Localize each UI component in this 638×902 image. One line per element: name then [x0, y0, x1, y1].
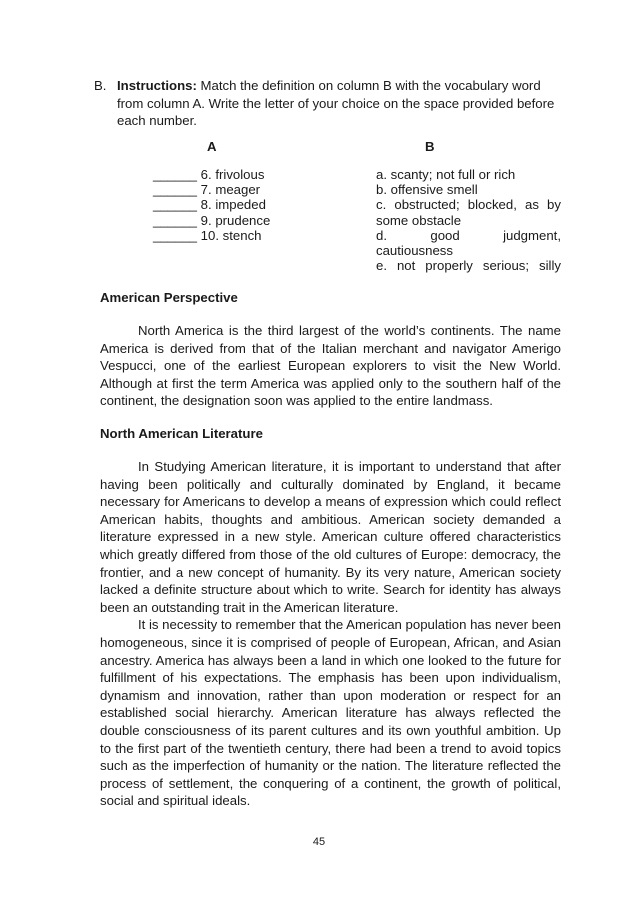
- definition-item: d. good judgment, cautiousness: [376, 227, 561, 259]
- section-heading-american-perspective: American Perspective: [100, 290, 238, 305]
- instructions-label: Instructions:: [117, 78, 197, 93]
- definition-item: e. not properly serious; silly: [376, 258, 561, 274]
- vocabulary-list: [153, 167, 270, 243]
- vocab-item: ______ 10. stench: [153, 227, 262, 243]
- paragraph: North America is the third largest of the world’s continents. The name America is derived from that of the Italian merchant and navigator Amerigo Vespucci, one of the earliest European explorers to visit the New World. Although at first the term America was applied only to the southern half of the continent, the designation soon was applied to the entire landmass.: [100, 323, 561, 409]
- page-number: 45: [312, 836, 326, 848]
- paragraph: It is necessity to remember that the American population has never been homogeneous, since it is comprised of people of European, African, and Asian ancestry. America has always been a land in which one looked to the future for fulfillment of his expectations. The emphasis has been upon individualism, dynamism and innovation, rather than upon moderation or respect for an established social hierarchy. American literature has always reflected the double consciousness of its parent cultures and its own youthful ambition. Up to the first part of the twentieth century, there had been a trend to avoid topics such as the imperfection of humanity or the nation. The literature reflected the process of settlement, the conquering of a continent, the growth of political, social and spiritual ideals.: [100, 617, 561, 809]
- american-perspective-text: [100, 322, 561, 410]
- vocab-item: ______ 6. frivolous: [153, 167, 265, 182]
- definition-item: a. scanty; not full or rich: [376, 167, 516, 182]
- instructions-body: [117, 77, 562, 130]
- definition-item: c. obstructed; blocked, as by: [376, 197, 561, 213]
- section-heading-north-american-literature: North American Literature: [100, 426, 263, 441]
- vocab-item: ______ 9. prudence: [153, 212, 271, 228]
- definition-item: some obstacle: [376, 212, 462, 228]
- instructions-block: [94, 77, 562, 130]
- definition-item: b. offensive smell: [376, 182, 478, 198]
- instructions-text: Match the definition on column B with the vocabulary word from column A. Write the letter of your choice on the space provided before each number.: [117, 78, 555, 128]
- column-b-header: B: [425, 139, 435, 154]
- instructions-letter: B.: [94, 78, 107, 93]
- vocab-item: ______ 7. meager: [153, 182, 261, 198]
- paragraph: In Studying American literature, it is important to understand that after having been politically and culturally dominated by England, it became necessary for Americans to develop a means of expression which could reflect American habits, thoughts and ambitious. American society demanded a literature expressed in a new style. American culture offered characteristics which greatly differed from those of the old cultures of Europe: democracy, the frontier, and a new concept of humanity. By its very nature, American society lacked a definite structure about which to write. Search for identity has always been an outstanding trait in the American literature.: [100, 459, 561, 615]
- definitions-list: [376, 167, 561, 273]
- column-a-header: A: [207, 139, 217, 154]
- north-american-literature-text: [100, 458, 561, 810]
- vocab-item: ______ 8. impeded: [153, 197, 266, 213]
